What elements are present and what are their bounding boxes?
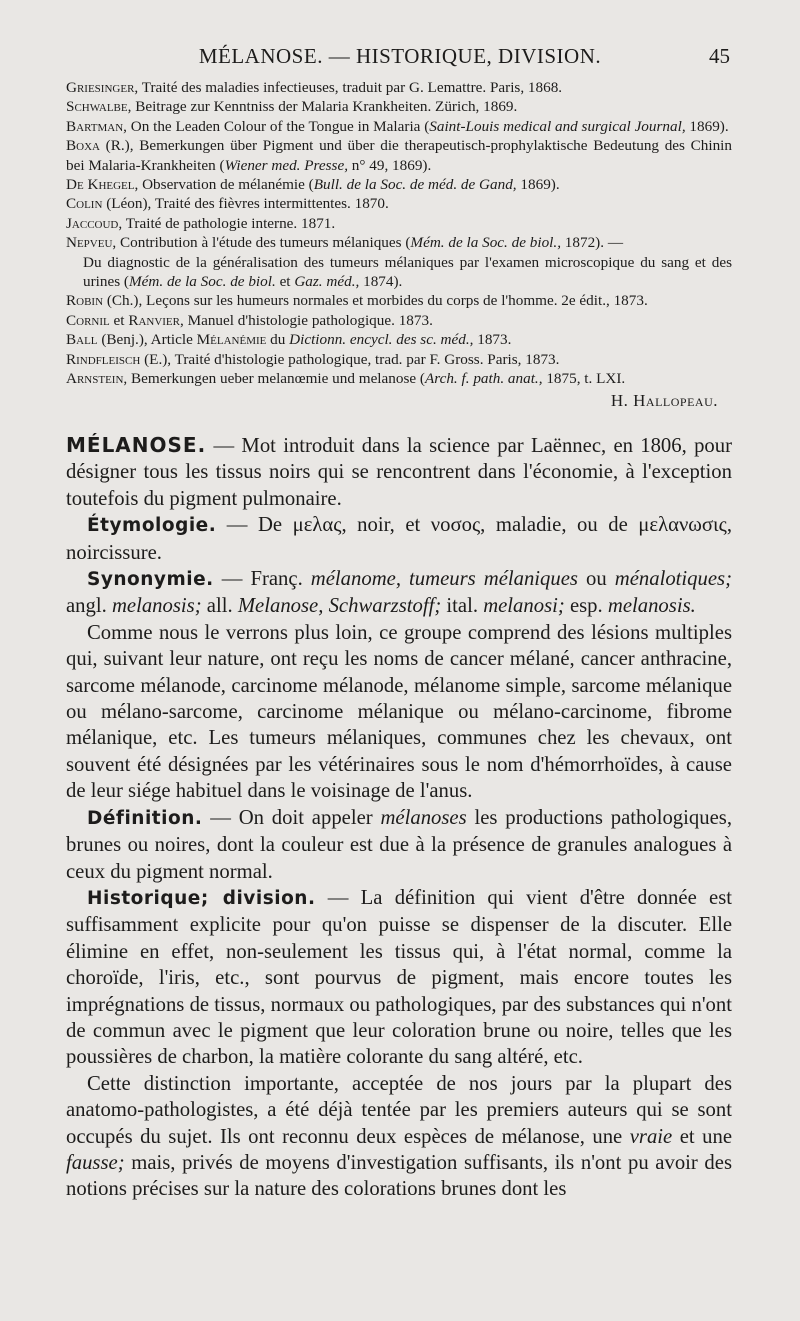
running-title: MÉLANOSE. — HISTORIQUE, DIVISION. (198, 44, 602, 68)
bibliography-entry (66, 330, 732, 349)
paragraph-text: ou (577, 568, 615, 591)
italic-text: mélanome, tumeurs mélaniques (310, 568, 578, 591)
bibliography-entry (66, 78, 732, 97)
author: Ball (66, 331, 98, 349)
bibliography-entry (66, 136, 732, 175)
journal-title: Gaz. méd., (294, 273, 360, 291)
author: Boxa (66, 137, 100, 155)
paragraph-text: — De μελας, noir, et νοσος, maladie, ou de μελανωσις, noircissure. (66, 514, 732, 564)
paragraph-text: Cette distinction importante, acceptée de nos jours par la plupart des anatomo-pathologistes, a été déjà tentée par les premiers auteurs qui se sont occupés du sujet. Ils ont reconnu deux espèces de mélanose, une (66, 1072, 732, 1148)
entry-text: , Beitrage zur Kenntniss der Malaria Krankheiten. Zürich, 1869. (127, 98, 518, 116)
bibliography-entry (66, 369, 732, 388)
bibliography-entry (66, 194, 732, 213)
paragraph (66, 432, 732, 512)
entry-text: , Bemerkungen ueber melanœmie und melanose ( (123, 370, 425, 388)
paragraph-text: — On doit appeler (202, 806, 381, 829)
entry-text: 1869). (516, 176, 560, 194)
author: Mélanémie (196, 331, 267, 349)
bibliography-entry (66, 291, 732, 310)
entry-text: (Léon), Traité des fièvres intermittentes. 1870. (102, 195, 389, 213)
entry-text: n° 49, 1869). (348, 156, 432, 174)
entry-text: 1874). (359, 273, 403, 291)
bibliography-entry (66, 97, 732, 116)
entry-text: et (109, 311, 129, 329)
section-heading: Étymologie. (87, 515, 217, 537)
paragraph-text: et une (672, 1125, 733, 1148)
author-signature: H. Hallopeau. (610, 390, 718, 410)
paragraph-text: esp. (564, 595, 608, 618)
entry-text: 1873. (473, 331, 512, 349)
paragraph-text: angl. (66, 595, 112, 618)
entry-text: , Traité de pathologie interne. 1871. (118, 214, 336, 232)
paragraph-text: — Franç. (213, 568, 311, 591)
paragraph (66, 566, 732, 620)
author: De Khegel (66, 176, 135, 194)
author: Nepveu (66, 234, 113, 252)
section-heading: Historique; division. (87, 887, 316, 909)
paragraph-text: all. (201, 595, 238, 618)
author: Schwalbe (66, 98, 128, 116)
entry-text: , Traité des maladies infectieuses, traduit par G. Lemattre. Paris, 1868. (134, 79, 563, 96)
entry-text: , Manuel d'histologie pathologique. 1873. (180, 311, 433, 329)
italic-text: mélanoses (380, 806, 467, 829)
entry-text: Du diagnostic de la généralisation des tumeurs mélaniques par l'examen microscopique du sang et des urines ( (83, 253, 732, 291)
paragraph-text: mais, privés de moyens d'investigation suffisants, ils n'ont pu avoir des notions précises sur la nature des colorations brunes dont les (66, 1151, 732, 1201)
paragraph-text: les productions pathologiques, brunes ou noires, dont la couleur est due à la présence de granules analogues à ceux du pigment normal. (66, 806, 732, 883)
bibliography-entry (66, 350, 732, 369)
italic-text: ménalotiques; (614, 568, 732, 591)
bibliography-entry (66, 117, 732, 136)
entry-text: , Observation de mélanémie ( (134, 176, 314, 194)
entry-text: (E.), Traité d'histologie pathologique, trad. par F. Gross. Paris, 1873. (140, 350, 560, 368)
journal-title: Mém. de la Soc. de biol., (410, 234, 561, 252)
entry-text: (R.), Bemerkungen über Pigment und über die therapeutisch-prophylaktische Bedeutung des Chinin bei Malaria-Krankheiten ( (66, 137, 732, 174)
author: Cornil (66, 311, 110, 329)
paragraph (66, 620, 732, 805)
running-header (0, 44, 800, 74)
paragraph (66, 885, 732, 1071)
italic-text: vraie (629, 1125, 673, 1148)
section-heading: Synonymie. (87, 569, 214, 591)
italic-text: fausse; (66, 1151, 125, 1174)
bibliography-entry (66, 253, 732, 292)
entry-heading: MÉLANOSE. (66, 433, 207, 457)
page-number: 45 (709, 44, 730, 68)
entry-text: du (266, 331, 290, 349)
entry-text: (Ch.), Leçons sur les humeurs normales et morbides du corps de l'homme. 2e édit., 1873. (103, 292, 648, 310)
author: Rindfleisch (66, 350, 141, 368)
entry-text: , Contribution à l'étude des tumeurs mélaniques ( (112, 234, 411, 252)
journal-title: Arch. f. path. anat., (424, 370, 543, 388)
entry-text: 1875, t. LXI. (542, 370, 626, 388)
entry-text: (Benj.), Article (97, 331, 197, 349)
italic-text: melanosis. (607, 595, 696, 618)
author: Robin (66, 292, 104, 310)
journal-title: Mém. de la Soc. de biol. (128, 273, 276, 291)
italic-text: Melanose, Schwarzstoff; (237, 595, 442, 618)
paragraph (66, 1071, 732, 1203)
section-heading: Définition. (87, 807, 203, 829)
entry-text: 1872). — (561, 234, 624, 252)
journal-title: Wiener med. Presse, (224, 156, 348, 174)
paragraph (66, 805, 732, 885)
author: Ranvier (128, 311, 180, 329)
bibliography-entry (66, 311, 732, 330)
paragraph-text: Comme nous le verrons plus loin, ce groupe comprend des lésions multiples qui, suivant leur nature, ont reçu les noms de cancer mélané, cancer anthracine, sarcome mélanode, carcinome mélanode, mélanome simple, sarcome mélanique ou mélano-sarcome, carcinome mélanique ou mélano-carcinome, fibrome mélanique, etc. Les tumeurs mélaniques, communes chez les chevaux, ont souvent été désignées par les vétérinaires sous le nom d'hémorrhoïdes, à cause de leur siége habituel dans le voisinage de l'anus. (66, 621, 732, 803)
entry-text: 1869). (685, 117, 729, 135)
author: Jaccoud (66, 214, 119, 232)
author: Griesinger (66, 79, 135, 96)
author: Colin (66, 195, 103, 213)
bibliography-entry (66, 233, 732, 252)
article-body (66, 432, 732, 1203)
italic-text: melanosis; (111, 595, 202, 618)
entry-text: et (275, 273, 295, 291)
journal-title: Saint-Louis medical and surgical Journal, (429, 117, 686, 135)
entry-text: , On the Leaden Colour of the Tongue in Malaria ( (123, 117, 430, 135)
journal-title: Bull. de la Soc. de méd. de Gand, (313, 176, 517, 194)
paragraph-text: — Mot introduit dans la science par Laënnec, en 1806, pour désigner tous les tissus noirs qui se rencontrent dans l'économie, à l'exception toutefois du pigment pulmonaire. (66, 435, 732, 510)
bibliography-entry (66, 214, 732, 233)
paragraph-text: ital. (441, 595, 484, 618)
paragraph-text: — La définition qui vient d'être donnée est suffisamment explicite pour qu'on puisse se dispenser de la discuter. Elle élimine en effet, non-seulement les tissus qui, à l'état normal, comme la choroïde, l'iris, etc., sont pourvus de pigment, mais encore toutes les imprégnations de tissus, normaux ou pathologiques, par des substances qui n'ont de commun avec le pigment que leur coloration brune ou noire, telles que les poussières de charbon, la matière colorante du sang altéré, etc. (66, 886, 732, 1069)
paragraph (66, 512, 732, 566)
bibliography (66, 78, 732, 410)
bibliography-entry (66, 175, 732, 194)
italic-text: melanosi; (483, 595, 565, 618)
journal-title: Dictionn. encycl. des sc. méd., (289, 331, 474, 349)
author: Bartman (66, 117, 124, 135)
author: Arnstein (66, 370, 124, 388)
